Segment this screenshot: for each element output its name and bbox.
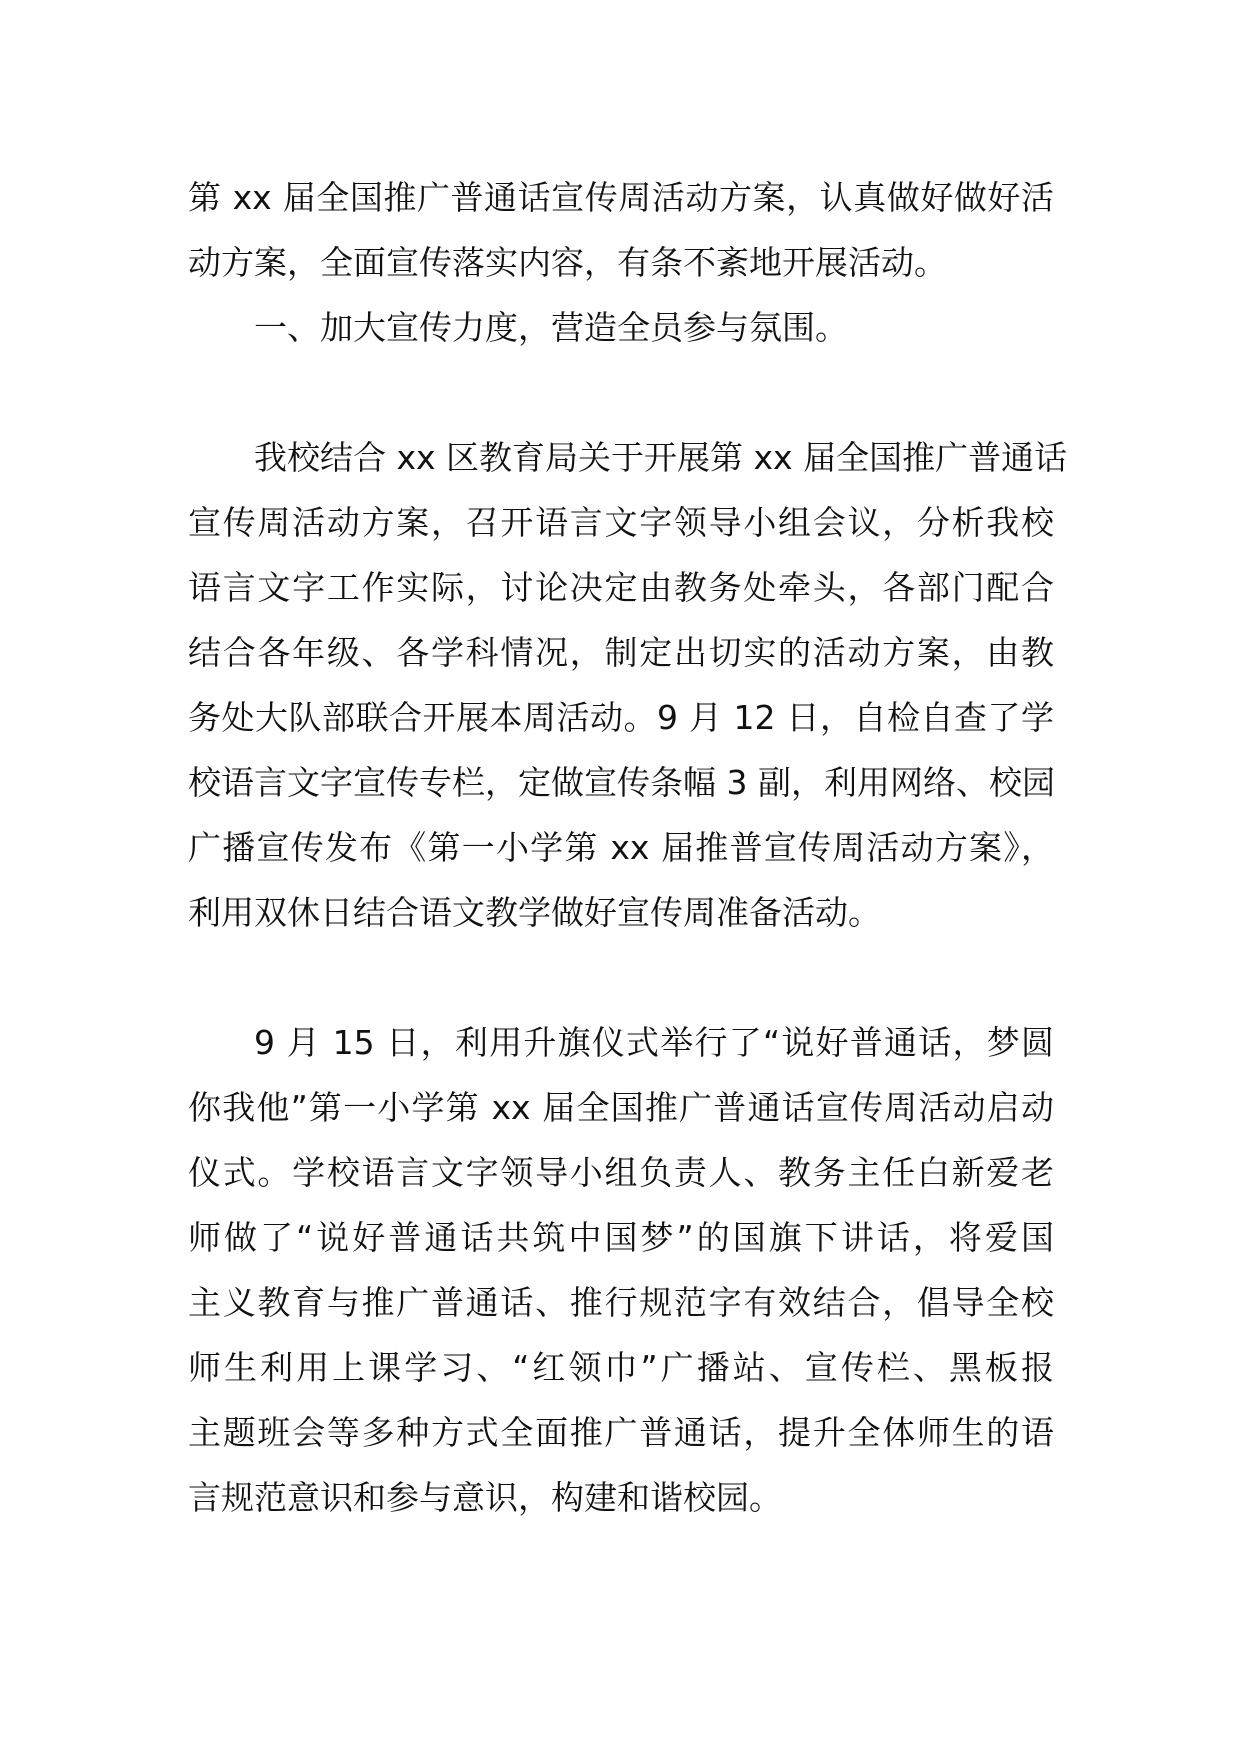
text-line: 主题班会等多种方式全面推广普通话，提升全体师生的语 <box>188 1413 1054 1452</box>
text-line: 结合各年级、各学科情况，制定出切实的活动方案，由教 <box>188 633 1054 672</box>
document-body <box>188 165 1068 1530</box>
text-line: 宣传周活动方案，召开语言文字领导小组会议，分析我校 <box>188 503 1054 542</box>
text-line: 动方案，全面宣传落实内容，有条不紊地开展活动。 <box>188 243 947 282</box>
text-line: 师做了“说好普通话共筑中国梦”的国旗下讲话，将爱国 <box>188 1218 1054 1257</box>
paragraph-intro <box>188 165 1054 295</box>
text-line: 利用双休日结合语文教学做好宣传周准备活动。 <box>188 893 881 932</box>
text-line: 广播宣传发布《第一小学第 xx 届推普宣传周活动方案》， <box>188 828 1054 867</box>
text-line: 主义教育与推广普通话、推行规范字有效结合，倡导全校 <box>188 1283 1054 1322</box>
section-heading-text: 一、加大宣传力度，营造全员参与氛围。 <box>254 308 848 347</box>
text-line: 语言文字工作实际，讨论决定由教务处牵头，各部门配合 <box>188 568 1054 607</box>
text-line: 仪式。学校语言文字领导小组负责人、教务主任白新爱老 <box>188 1153 1054 1192</box>
text-line: 9 月 15 日，利用升旗仪式举行了“说好普通话，梦圆 <box>254 1023 1054 1062</box>
text-line: 你我他”第一小学第 xx 届全国推广普通话宣传周活动启动 <box>188 1088 1054 1127</box>
paragraph-spacer <box>188 945 1054 1010</box>
paragraph-spacer <box>188 360 1054 425</box>
text-line: 言规范意识和参与意识，构建和谐校园。 <box>188 1478 782 1517</box>
text-line: 务处大队部联合开展本周活动。9 月 12 日，自检自查了学 <box>188 698 1054 737</box>
text-line: 师生利用上课学习、“红领巾”广播站、宣传栏、黑板报 <box>188 1348 1054 1387</box>
text-line: 我校结合 xx 区教育局关于开展第 xx 届全国推广普通话 <box>254 438 1068 477</box>
paragraph-publicity <box>188 425 1068 945</box>
text-line: 校语言文字宣传专栏，定做宣传条幅 3 副，利用网络、校园 <box>188 763 1055 802</box>
section-heading <box>188 295 1054 360</box>
paragraph-ceremony <box>188 1010 1054 1530</box>
text-line: 第 xx 届全国推广普通话宣传周活动方案，认真做好做好活 <box>188 178 1054 217</box>
